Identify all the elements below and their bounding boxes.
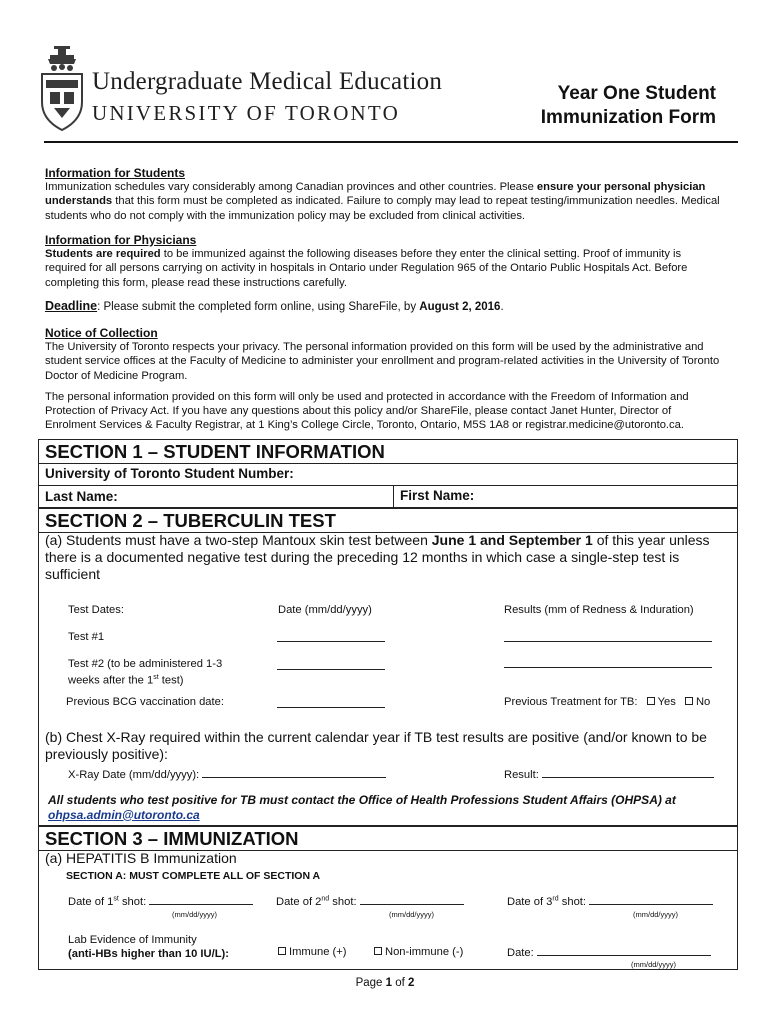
student-number-label: University of Toronto Student Number: [45, 466, 294, 481]
lab-date-field[interactable] [537, 946, 711, 956]
shot3-post: shot: [558, 896, 587, 908]
lab-date-row [507, 946, 711, 959]
test2-sup: st [153, 674, 159, 681]
test2-label [68, 657, 222, 688]
bcg-date-field[interactable] [277, 707, 385, 708]
info-physicians-bold: Students are required [45, 248, 161, 261]
first-name-label: First Name: [400, 488, 475, 503]
shot2-date-field[interactable] [360, 895, 464, 905]
section3-body [38, 850, 738, 970]
shot2-post: shot: [329, 896, 357, 908]
xray-result-field[interactable] [542, 767, 714, 778]
info-physicians-heading: Information for Physicians [45, 233, 197, 247]
xray-date-label: X-Ray Date (mm/dd/yyyy): [68, 769, 200, 781]
info-students-text-rest: that this form must be completed as indicated. Failure to comply may lead to repeat testing/immunization needles. Medical students who do not comply with the immunization policy may be excluded from clinical activities. [45, 195, 720, 222]
deadline-block [45, 299, 725, 314]
test2-label-line1: Test #2 (to be administered 1-3 [68, 658, 223, 670]
date-column-label: Date (mm/dd/yyyy) [278, 604, 372, 616]
notice-block [45, 326, 725, 432]
info-physicians-block [45, 233, 725, 290]
page-current: 1 [385, 977, 393, 989]
lab-line1: Lab Evidence of Immunity [68, 934, 197, 946]
student-number-row[interactable] [39, 463, 737, 485]
info-students-bold: ensure your personal physician understands [45, 181, 706, 208]
shot3-date-field[interactable] [589, 895, 713, 905]
notice-paragraph-1: The University of Toronto respects your privacy. The personal information provided on this form will be used by the administrative and student service offices at the Faculty of Medicine to administer your enrollment and program-related activities in the University of Toronto Doctor of Medicine Program. [45, 341, 720, 382]
shot1-sup: st [113, 895, 119, 903]
section1-heading: SECTION 1 – STUDENT INFORMATION [38, 439, 738, 463]
xray-row [68, 767, 386, 781]
prev-treatment-label: Previous Treatment for TB: [504, 696, 638, 708]
test1-date-field[interactable] [277, 641, 385, 642]
form-title [486, 82, 716, 130]
nonimmune-checkbox[interactable] [374, 947, 382, 955]
ohpsa-notice [48, 793, 723, 822]
section2-b-text: (b) Chest X-Ray required within the current calendar year if TB test results are positive (and/or known to be previously positive): [45, 729, 707, 762]
page-pre: Page [355, 977, 386, 989]
deadline-end: . [500, 301, 504, 313]
no-checkbox[interactable] [685, 697, 693, 705]
brand-line1: Undergraduate Medical Education [92, 68, 443, 95]
xray-result-label: Result: [504, 769, 539, 781]
info-physicians-text: to be immunized against the following diseases before they enter the clinical setting. Proof of immunity is required for all persons carrying on activity in hospitals in Ontario under Regulation 965 of the Ontario Public Hospitals Act. Before completing this form, please read these instructions carefully. [45, 248, 688, 289]
shot1-row [68, 895, 253, 908]
immune-option [278, 946, 347, 958]
ohpsa-text: All students who test positive for TB must contact the Office of Health Professions Student Affairs (OHPSA) at [48, 793, 676, 807]
section2-body [38, 532, 738, 826]
ohpsa-email-link[interactable]: ohpsa.admin@utoronto.ca [48, 807, 200, 822]
deadline-text: : Please submit the completed form online, using ShareFile, by [97, 301, 420, 313]
deadline-date: August 2, 2016 [419, 301, 501, 313]
immune-checkbox[interactable] [278, 947, 286, 955]
lab-date-label: Date: [507, 947, 534, 959]
yes-label: Yes [657, 696, 676, 708]
header-divider [44, 141, 738, 143]
notice-paragraph-2: The personal information provided on this form will only be used and protected in accordance with the Freedom of Information and Protection of Privacy Act. If you have any questions about this policy and/or ShareFile, please contact Janet Hunter, Director of Enrolment Services & Faculty Registrar, at 1 King’s College Circle, Toronto, Ontario, M5S 1A8 or registrar.medicine@utoronto.ca. [45, 390, 689, 432]
test1-result-field[interactable] [504, 641, 712, 642]
first-name-cell[interactable] [393, 485, 474, 508]
test2-result-field[interactable] [504, 667, 712, 668]
info-students-block [45, 166, 725, 223]
last-name-label[interactable]: Last Name: [45, 489, 118, 504]
shot2-row [276, 895, 464, 908]
section1-table [38, 463, 738, 508]
page-total: 2 [408, 977, 415, 989]
shot2-sup: nd [321, 895, 330, 903]
test-dates-label: Test Dates: [68, 604, 124, 616]
nonimmune-option [374, 946, 463, 958]
immune-label: Immune (+) [289, 946, 347, 958]
shot3-pre: Date of 3 [507, 896, 553, 908]
section2-a-text [45, 532, 715, 583]
shot3-row [507, 895, 713, 908]
section2-a-pre: (a) Students must have a two-step Mantoux skin test between [45, 532, 432, 548]
shot1-post: shot: [118, 896, 147, 908]
section3-heading: SECTION 3 – IMMUNIZATION [38, 826, 738, 850]
shot2-format: (mm/dd/yyyy) [389, 910, 434, 919]
xray-date-field[interactable] [202, 767, 386, 778]
info-students-heading: Information for Students [45, 166, 185, 180]
page-number [0, 977, 770, 989]
section2-heading: SECTION 2 – TUBERCULIN TEST [38, 508, 738, 532]
deadline-label: Deadline [45, 299, 98, 313]
test2-label-line2-pre: weeks after the 1 [68, 674, 154, 687]
shot1-date-field[interactable] [149, 895, 253, 905]
test1-label: Test #1 [68, 631, 105, 643]
section-a-must: SECTION A: MUST COMPLETE ALL OF SECTION A [66, 870, 321, 882]
test2-label-line2-post: test) [158, 674, 184, 687]
brand-line2: UNIVERSITY OF TORONTO [92, 101, 400, 125]
xray-result-row [504, 767, 714, 781]
results-column-label: Results (mm of Redness & Induration) [504, 604, 694, 616]
section2-a-bold: June 1 and September 1 [431, 532, 593, 548]
shot1-pre: Date of 1 [68, 896, 114, 908]
shot2-pre: Date of 2 [276, 896, 322, 908]
info-students-text: Immunization schedules vary considerably among Canadian provinces and other countries. Please [45, 181, 537, 194]
lab-evidence-label [68, 933, 229, 961]
university-crest-logo [40, 44, 84, 134]
prev-treatment-row [504, 696, 710, 708]
yes-checkbox[interactable] [647, 697, 655, 705]
test2-date-field[interactable] [277, 669, 385, 670]
no-label: No [695, 696, 711, 708]
shot3-format: (mm/dd/yyyy) [633, 910, 678, 919]
lab-date-format: (mm/dd/yyyy) [631, 960, 676, 969]
form-title-line2: Immunization Form [540, 107, 716, 128]
section2-a-post: of this year unless there is a documented negative test during the preceding 12 months in which case a single-step test is sufficient [45, 532, 710, 582]
hepb-label: (a) HEPATITIS B Immunization [45, 850, 237, 866]
name-row [39, 485, 737, 508]
nonimmune-label: Non-immune (-) [385, 946, 464, 958]
lab-line2: (anti-HBs higher than 10 IU/L): [68, 948, 229, 960]
form-title-line1: Year One Student [557, 83, 716, 104]
shot1-format: (mm/dd/yyyy) [172, 910, 217, 919]
shot3-sup: rd [552, 895, 559, 903]
bcg-label: Previous BCG vaccination date: [66, 696, 224, 708]
notice-heading: Notice of Collection [45, 326, 158, 340]
page-mid: of [392, 977, 409, 989]
